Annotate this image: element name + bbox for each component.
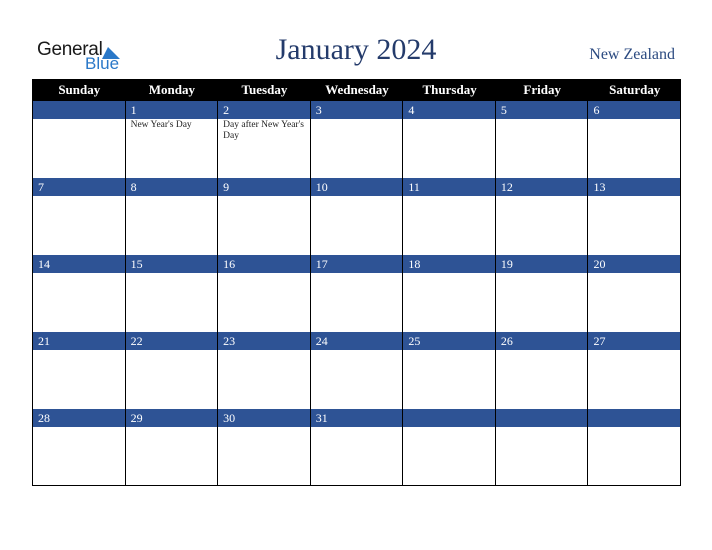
day-number: 6 [588, 101, 681, 119]
day-number: 31 [311, 409, 404, 427]
day-number: 26 [496, 332, 589, 350]
weekday-wednesday: Wednesday [325, 82, 389, 97]
day-cell-event [126, 427, 219, 486]
day-cell-event [33, 427, 126, 486]
weekday-friday: Friday [523, 82, 561, 97]
week-body [33, 196, 681, 255]
country-label: New Zealand [589, 46, 675, 63]
day-cell-event [311, 350, 404, 409]
day-number: 2 [218, 101, 311, 119]
week-date-bar [33, 409, 681, 427]
week-body [33, 273, 681, 332]
day-cell-event [403, 427, 496, 486]
week-date-bar [33, 255, 681, 273]
day-cell-event [403, 350, 496, 409]
day-number: 5 [496, 101, 589, 119]
day-number: 15 [126, 255, 219, 273]
day-number: 24 [311, 332, 404, 350]
day-number: 13 [588, 178, 681, 196]
day-number [403, 409, 496, 427]
day-cell-event [588, 119, 681, 178]
day-cell-event [311, 119, 404, 178]
day-cell-event [588, 427, 681, 486]
day-number: 12 [496, 178, 589, 196]
day-number [33, 101, 126, 119]
day-number: 16 [218, 255, 311, 273]
day-number: 25 [403, 332, 496, 350]
day-cell-event [218, 427, 311, 486]
day-cell-event [403, 196, 496, 255]
day-number: 1 [126, 101, 219, 119]
week-date-bar [33, 101, 681, 119]
week-body [33, 427, 681, 486]
week-date-bar [33, 178, 681, 196]
day-number: 18 [403, 255, 496, 273]
day-number: 14 [33, 255, 126, 273]
day-number: 11 [403, 178, 496, 196]
day-number: 19 [496, 255, 589, 273]
calendar-title: January 2024 [275, 33, 437, 66]
weekday-header-row [33, 79, 681, 101]
weeks-container [33, 101, 681, 486]
week-body [33, 350, 681, 409]
day-cell-event [311, 196, 404, 255]
day-number: 27 [588, 332, 681, 350]
day-cell-event [403, 273, 496, 332]
day-number: 20 [588, 255, 681, 273]
day-number: 9 [218, 178, 311, 196]
day-cell-event [496, 427, 589, 486]
day-number: 17 [311, 255, 404, 273]
week-row [33, 178, 681, 255]
day-cell-event [496, 119, 589, 178]
day-cell-event [496, 350, 589, 409]
day-cell-event [218, 350, 311, 409]
day-number [496, 409, 589, 427]
logo-general-text: General [37, 39, 103, 60]
week-row [33, 101, 681, 178]
day-number: 23 [218, 332, 311, 350]
day-cell-event [588, 350, 681, 409]
day-cell-event [33, 196, 126, 255]
day-cell-event [588, 196, 681, 255]
day-number: 4 [403, 101, 496, 119]
day-number: 3 [311, 101, 404, 119]
day-cell-event [126, 273, 219, 332]
day-cell-event [126, 350, 219, 409]
weekday-sunday: Sunday [58, 82, 101, 97]
weekday-tuesday: Tuesday [241, 82, 288, 97]
day-number: 7 [33, 178, 126, 196]
day-cell-event [218, 196, 311, 255]
day-cell-event [33, 119, 126, 178]
logo-blue-text: Blue [85, 54, 120, 73]
day-cell-event [33, 350, 126, 409]
day-number: 21 [33, 332, 126, 350]
weekday-monday: Monday [148, 82, 195, 97]
week-row [33, 332, 681, 409]
day-number: 28 [33, 409, 126, 427]
day-number: 30 [218, 409, 311, 427]
day-number: 8 [126, 178, 219, 196]
day-cell-event [496, 273, 589, 332]
day-cell-event [588, 273, 681, 332]
week-date-bar [33, 332, 681, 350]
calendar-grid [32, 79, 681, 486]
weekday-saturday: Saturday [609, 82, 661, 97]
week-row [33, 255, 681, 332]
day-cell-event [218, 273, 311, 332]
weekday-thursday: Thursday [422, 82, 477, 97]
day-cell-event [311, 427, 404, 486]
day-cell-event: New Year's Day [126, 119, 219, 178]
day-cell-event [403, 119, 496, 178]
week-row [33, 409, 681, 486]
day-number: 10 [311, 178, 404, 196]
day-number: 22 [126, 332, 219, 350]
day-cell-event [33, 273, 126, 332]
day-cell-event [126, 196, 219, 255]
day-number: 29 [126, 409, 219, 427]
day-cell-event: Day after New Year's Day [218, 119, 311, 178]
day-cell-event [496, 196, 589, 255]
week-body [33, 119, 681, 178]
day-cell-event [311, 273, 404, 332]
day-number [588, 409, 681, 427]
